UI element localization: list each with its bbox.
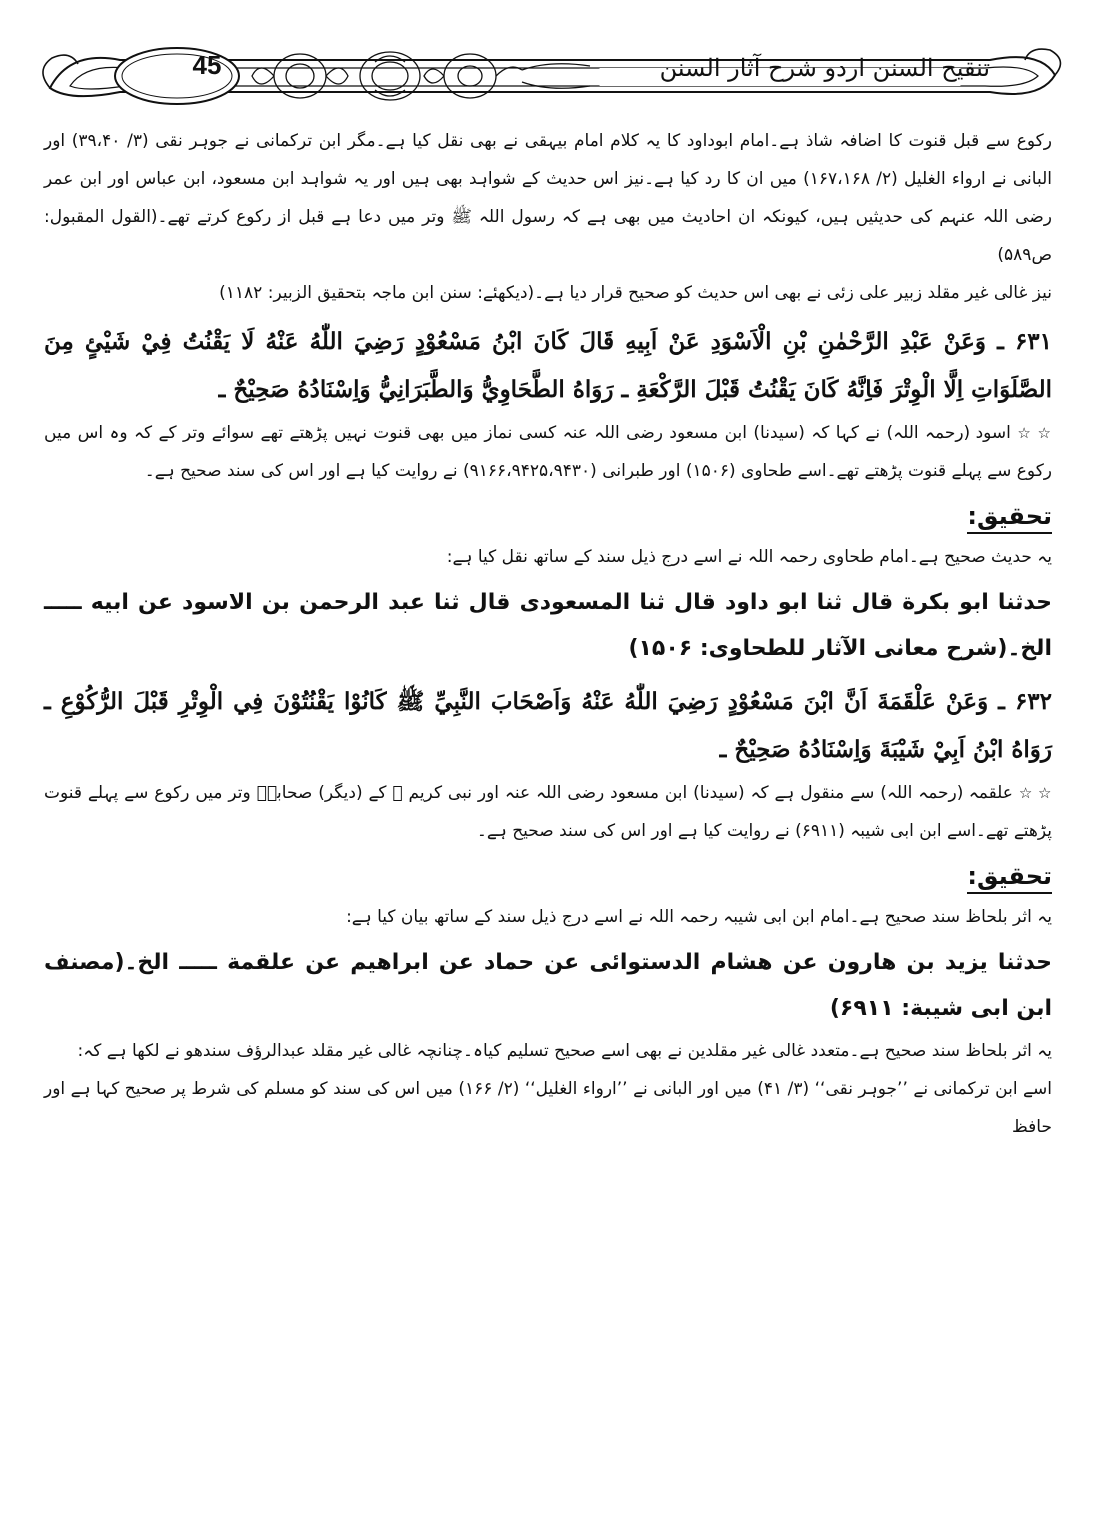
paragraph-intro: رکوع سے قبل قنوت کا اضافہ شاذ ہے۔امام ابوداود کا یہ کلام امام بیہقی نے بھی نقل کیا ہے۔مگر ابن ترکمانی نے جوہر نقی (۳/ ۳۹،۴۰) اور البانی نے ارواء الغلیل (۲/ ۱۶۷،۱۶۸) میں ان کا رد کیا ہے۔نیز اس حدیث کے شواہد بھی ہیں اور یہ شواہد ابن مسعود، ابن عباس اور ابن عمر رضی اللہ عنہم کی حدیثیں ہیں، کیونکہ ان احادیث میں بھی ہے کہ رسول اللہ ﷺ وتر میں دعا ہے قبل از رکوع کرتے تھے۔(القول المقبول: ص۵۸۹) — [44, 131, 1052, 265]
section-heading-tahqiq-2 — [44, 856, 1052, 896]
hadith-631-translation-text: اسود (رحمہ اللہ) نے کہا کہ (سیدنا) ابن مسعود رضی اللہ عنہ کسی نماز میں بھی قنوت نہیں پڑھتے تھے سوائے وتر کے کہ وہ اس میں رکوع سے پہلے قنوت پڑھتے تھے۔اسے طحاوی (۱۵۰۶) اور طبرانی (۹۱۶۶،۹۴۲۵،۹۴۳۰) نے روایت کیا ہے اور اس کی سند صحیح ہے۔ — [44, 423, 1052, 481]
page-body — [44, 122, 1052, 1146]
hadith-631-translation — [44, 414, 1052, 490]
tahqiq-2-sanad: حدثنا يزيد بن هارون عن هشام الدستوائی عن حماد عن ابراهيم عن علقمة ـــــ الخ۔(مصنف ابن ابی شيبة: ۶۹۱۱) — [44, 950, 1052, 1021]
tahqiq-1-sanad: حدثنا ابو بكرة قال ثنا ابو داود قال ثنا المسعودی قال ثنا عبد الرحمن بن الاسود عن ابيه ـــــ الخ۔(شرح معانی الآثار للطحاوی: ۱۵۰۶) — [44, 590, 1052, 661]
heading-text: تحقیق: — [967, 502, 1052, 534]
heading-text: تحقیق: — [967, 862, 1052, 894]
hadith-632-translation-text: علقمہ (رحمہ اللہ) سے منقول ہے کہ (سیدنا) ابن مسعود رضی اللہ عنہ اور نبی کریم ﷺ کے (دیگر) صحابہؓ وتر میں رکوع سے پہلے قنوت پڑھتے تھے۔اسے ابن ابی شیبہ (۶۹۱۱) نے روایت کیا ہے اور اس کی سند صحیح ہے۔ — [44, 783, 1052, 841]
page-number: 45 — [192, 50, 222, 80]
star-marker: ☆ ☆ — [1018, 784, 1052, 802]
section-heading-tahqiq-1 — [44, 496, 1052, 536]
hadith-632-arabic: ۶۳۲ ـ وَعَنْ عَلْقَمَةَ اَنَّ ابْنَ مَسْعُوْدٍ رَضِيَ اللّٰهُ عَنْهُ وَاَصْحَابَ النَّبِيِّ ﷺ كَانُوْا يَقْنُتُوْنَ فِي الْوِتْرِ قَبْلَ الرُّكُوْعِ ـ رَوَاهُ ابْنُ اَبِيْ شَيْبَةَ وَاِسْنَادُهُ صَحِيْحٌ ـ — [44, 688, 1052, 763]
running-title: تنقیح السنن اردو شرح آثار السنن — [659, 54, 990, 82]
paragraph-zubair: نیز غالی غیر مقلد زبیر علی زئی نے بھی اس حدیث کو صحیح قرار دیا ہے۔(دیکھئے: سنن ابن ماجہ بتحقیق الزبیر: ۱۱۸۲) — [219, 283, 1052, 303]
hadith-631-arabic: ۶۳۱ ـ وَعَنْ عَبْدِ الرَّحْمٰنِ بْنِ الْاَسْوَدِ عَنْ اَبِيهِ قَالَ كَانَ ابْنُ مَسْعُوْدٍ رَضِيَ اللّٰهُ عَنْهُ لَا يَقْنُتُ فِيْ شَيْئٍ مِنَ الصَّلَوَاتِ اِلَّا الْوِتْرَ فَاِنَّهُ كَانَ يَقْنُتُ قَبْلَ الرَّكْعَةِ ـ رَوَاهُ الطَّحَاوِيُّ وَالطَّبَرَانِيُّ وَاِسْنَادُهُ صَحِيْحٌ ـ — [44, 328, 1052, 403]
hadith-632-translation — [44, 774, 1052, 850]
page-header — [30, 30, 1070, 118]
paragraph-sindhu: یہ اثر بلحاظ سند صحیح ہے۔متعدد غالی غیر مقلدین نے بھی اسے صحیح تسلیم کیاہ۔چنانچہ غالی غیر مقلد عبدالرؤف سندھو نے لکھا ہے کہ: — [77, 1041, 1052, 1061]
tahqiq-1-text: یہ حدیث صحیح ہے۔امام طحاوی رحمہ اللہ نے اسے درج ذیل سند کے ساتھ نقل کیا ہے: — [446, 547, 1052, 567]
tahqiq-2-text: یہ اثر بلحاظ سند صحیح ہے۔امام ابن ابی شیبہ رحمہ اللہ نے اسے درج ذیل سند کے ساتھ بیان کیا ہے: — [346, 907, 1052, 927]
star-marker: ☆ ☆ — [1017, 424, 1052, 442]
paragraph-turkmani: اسے ابن ترکمانی نے ’’جوہر نقی‘‘ (۳/ ۴۱) میں اور البانی نے ’’ارواء الغلیل‘‘ (۲/ ۱۶۶) میں اس کی سند کو مسلم کی شرط پر صحیح کہا ہے اور حافظ — [44, 1079, 1052, 1137]
